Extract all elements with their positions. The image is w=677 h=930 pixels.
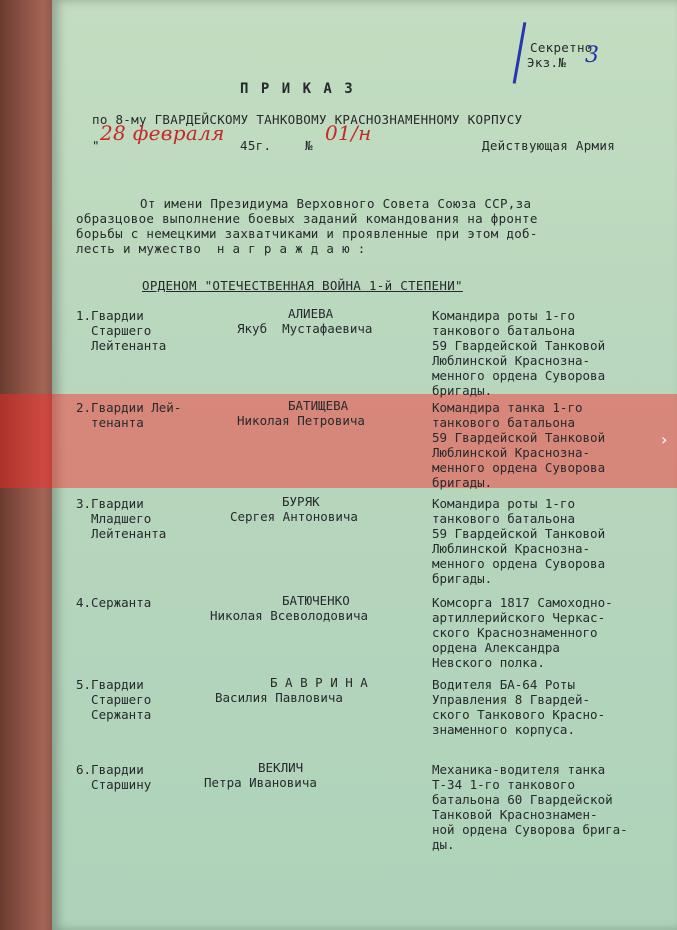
rank-line: Старшину	[76, 777, 152, 792]
position-line: Командира роты 1-го	[432, 308, 575, 323]
position-line: Т-34 1-го танкового	[432, 777, 575, 792]
handwritten-number: 01/н	[325, 121, 372, 145]
position-line: Командира танка 1-го	[432, 400, 583, 415]
copy-label: Экз.№	[527, 55, 567, 70]
position-line: бригады.	[432, 571, 493, 586]
rank-line: 6.Гвардии	[76, 762, 144, 777]
position-line: Командира роты 1-го	[432, 496, 575, 511]
position-line: Люблинской Краснозна-	[432, 445, 591, 460]
rank-line: Старшего	[76, 692, 152, 707]
preamble-line-1: От имени Президиума Верховного Совета Союза ССР,за	[140, 196, 532, 211]
preamble-line-3: борьбы с немецкими захватчиками и проявленные при этом доб-	[76, 226, 538, 241]
position-line: танкового батальона	[432, 323, 575, 338]
position-line: знаменного корпуса.	[432, 722, 575, 737]
position-line: Невского полка.	[432, 655, 545, 670]
rank-line: Сержанта	[76, 707, 152, 722]
rank-line: 5.Гвардии	[76, 677, 144, 692]
position-line: 59 Гвардейской Танковой	[432, 338, 606, 353]
surname: БУРЯК	[282, 494, 320, 509]
given-name: Петра Ивановича	[204, 775, 317, 790]
secret-label: Секретно	[530, 40, 593, 55]
surname: ВЕКЛИЧ	[258, 760, 304, 775]
given-name: Василия Павловича	[215, 690, 343, 705]
position-line: ной ордена Суворова брига-	[432, 822, 628, 837]
position-line: артиллерийского Черкас-	[432, 610, 606, 625]
given-name: Николая Петровича	[237, 413, 365, 428]
position-line: бригады.	[432, 475, 493, 490]
number-sign: №	[305, 138, 313, 153]
rank-line: 2.Гвардии Лей-	[76, 400, 182, 415]
army-label: Действующая Армия	[482, 138, 616, 153]
rank-line: 4.Сержанта	[76, 595, 152, 610]
surname: БАТИЩЕВА	[288, 398, 349, 413]
position-line: 59 Гвардейской Танковой	[432, 430, 606, 445]
document-title: П Р И К А З	[240, 81, 355, 97]
rank-line: Лейтенанта	[76, 526, 167, 541]
copy-number: 3	[585, 43, 600, 68]
surname: БАТЮЧЕНКО	[282, 593, 350, 608]
position-line: 59 Гвардейской Танковой	[432, 526, 606, 541]
position-line: Механика-водителя танка	[432, 762, 606, 777]
position-line: Водителя БА-64 Роты	[432, 677, 575, 692]
rank-line: Лейтенанта	[76, 338, 167, 353]
rank-line: тенанта	[76, 415, 144, 430]
position-line: ского Краснознаменного	[432, 625, 598, 640]
position-line: Комсорга 1817 Самоходно-	[432, 595, 613, 610]
preamble-line-2: образцовое выполнение боевых заданий командования на фронте	[76, 211, 538, 226]
date-open-quote: "	[92, 138, 100, 153]
position-line: Управления 8 Гвардей-	[432, 692, 591, 707]
position-line: Люблинской Краснозна-	[432, 353, 591, 368]
position-line: ордена Александра	[432, 640, 560, 655]
position-line: танкового батальона	[432, 415, 575, 430]
surname: Б А В Р И Н А	[270, 675, 368, 690]
position-line: ского Танкового Красно-	[432, 707, 606, 722]
order-heading: ОРДЕНОМ "ОТЕЧЕСТВЕННАЯ ВОЙНА 1-й СТЕПЕНИ"	[142, 278, 463, 293]
to-line: по 8-му ГВАРДЕЙСКОМУ ТАНКОВОМУ КРАСНОЗНАМЕННОМУ КОРПУСУ	[92, 112, 523, 127]
given-name: Николая Всеволодовича	[210, 608, 369, 623]
position-line: менного ордена Суворова	[432, 368, 606, 383]
preamble-line-4: лесть и мужество н а г р а ж д а ю :	[76, 241, 366, 256]
position-line: ды.	[432, 837, 455, 852]
position-line: батальона 60 Гвардейской	[432, 792, 613, 807]
position-line: Танковой Краснознамен-	[432, 807, 598, 822]
year: 45г.	[240, 138, 272, 153]
rank-line: 1.Гвардии	[76, 308, 144, 323]
given-name: Якуб Мустафаевича	[237, 321, 373, 336]
rank-line: Младшего	[76, 511, 152, 526]
given-name: Сергея Антоновича	[230, 509, 358, 524]
surname: АЛИЕВА	[288, 306, 334, 321]
position-line: бригады.	[432, 383, 493, 398]
chevron-right-icon[interactable]: ›	[661, 430, 668, 449]
position-line: менного ордена Суворова	[432, 460, 606, 475]
position-line: Люблинской Краснозна-	[432, 541, 591, 556]
rank-line: 3.Гвардии	[76, 496, 144, 511]
rank-line: Старшего	[76, 323, 152, 338]
position-line: танкового батальона	[432, 511, 575, 526]
handwritten-date: 28 февраля	[100, 121, 225, 145]
position-line: менного ордена Суворова	[432, 556, 606, 571]
